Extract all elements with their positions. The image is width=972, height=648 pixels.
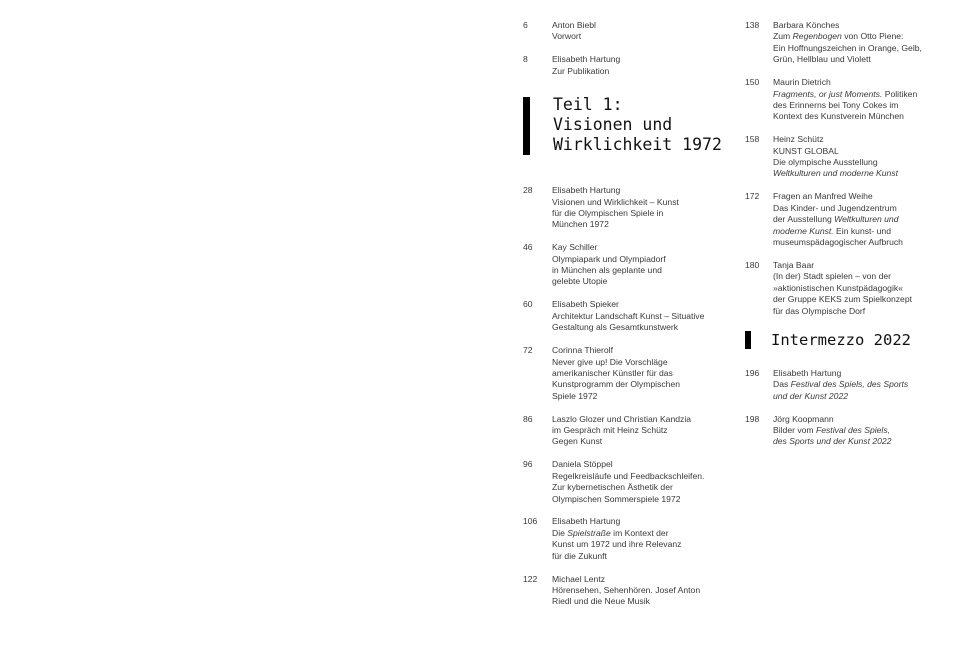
toc-entry [522,459,734,505]
toc-entry [522,345,734,402]
entry-author [552,459,734,470]
text-segment: im Gespräch mit Heinz Schütz [552,425,668,436]
entry-author [773,77,949,88]
intermezzo-title: Intermezzo 2022 [771,330,911,349]
text-segment: Politiken [882,88,918,99]
entry-title-line [552,528,734,539]
entry-title-line [552,197,734,208]
text-segment: für die Zukunft [552,550,607,561]
text-segment: Ein Hoffnungszeichen in Orange, Gelb, [773,42,922,53]
text-segment: Maurin Dietrich [773,77,831,88]
entry-title-line [773,294,949,305]
entry-title-line [552,276,734,287]
page-number: 198 [745,413,760,424]
text-segment: Olympischen Sommerspiele 1972 [552,493,681,504]
italic-title: und der Kunst 2022 [773,390,849,401]
entry-author [552,54,734,65]
entry-title-line [552,368,734,379]
intermezzo-heading [744,330,949,364]
page-number: 72 [523,345,533,356]
text-segment: Never give up! Die Vorschläge [552,356,668,367]
text-segment: (In der) Stadt spielen – von der [773,271,891,282]
text-segment: »aktionistischen Kunstpädagogik« [773,282,903,293]
entry-title-line [773,436,949,447]
toc-entry [522,20,734,43]
entry-title-line [773,54,949,65]
entry-title-line [773,271,949,282]
toc-column-left [522,20,734,619]
entry-author [773,20,949,31]
text-segment: Spiele 1972 [552,390,598,401]
text-segment: Kay Schiller [552,242,598,253]
text-segment: Die [552,527,568,538]
page-number: 158 [745,134,760,145]
text-segment: Zur kybernetischen Ästhetik der [552,482,673,493]
entry-author [552,299,734,310]
italic-title: Regenbogen [792,31,842,42]
toc-entry [744,368,949,402]
section-marker-bar [745,331,751,349]
text-segment: Elisabeth Hartung [773,367,842,378]
entry-author [552,20,734,31]
entry-title-line [552,31,734,42]
entry-author [552,414,734,425]
text-segment: Anton Biebl [552,20,596,30]
entry-title-line [773,391,949,402]
part1-entry-list-continued [744,20,949,317]
entry-title-line [552,357,734,368]
text-segment: Barbara Könches [773,20,840,30]
text-segment: Gestaltung als Gesamtkunstwerk [552,322,679,333]
entry-title-line [552,379,734,390]
entry-title-line [773,226,949,237]
entry-title-line [552,322,734,333]
text-segment: Zum [773,31,793,42]
entry-author [773,414,949,425]
part1-heading [522,95,734,173]
text-segment: Bilder vom [773,425,816,436]
entry-title-line [773,203,949,214]
entry-author [552,345,734,356]
text-segment: Architektur Landschaft Kunst – Situative [552,310,705,321]
text-segment: Tanja Baar [773,259,815,270]
entry-title-line [552,471,734,482]
entry-author [552,516,734,527]
text-segment: von Otto Piene: [841,31,904,42]
italic-title: des Sports und der Kunst 2022 [773,436,892,447]
entry-author [773,134,949,145]
page-number: 180 [745,259,760,270]
text-segment: Elisabeth Hartung [552,54,621,65]
entry-title-line [773,146,949,157]
italic-title: Weltkulturen und [834,214,899,225]
text-segment: Michael Lentz [552,573,606,584]
part1-title-line: Visionen und [553,115,673,135]
entry-title-line [773,100,949,111]
text-segment: Regelkreisläufe und Feedbackschleifen. [552,470,705,481]
text-segment: Visionen und Wirklichkeit – Kunst [552,196,679,207]
text-segment: Elisabeth Hartung [552,516,621,527]
text-segment: Jörg Koopmann [773,413,834,424]
page-number: 172 [745,191,760,202]
toc-entry [522,516,734,562]
entry-title-line [552,66,734,77]
toc-entry [744,134,949,180]
entry-title-line [773,214,949,225]
entry-title-line [552,208,734,219]
page-number: 96 [523,459,533,470]
entry-title-line [552,311,734,322]
intermezzo-entry-list [744,368,949,448]
toc-entry [522,299,734,333]
toc-entry [744,414,949,448]
page-number: 60 [523,299,533,310]
toc-column-right [744,20,949,459]
text-segment: gelebte Utopie [552,276,608,287]
page-number: 28 [523,185,533,196]
entry-author [773,368,949,379]
text-segment: für die Olympischen Spiele in [552,207,664,218]
entry-title-line [773,157,949,168]
text-segment: Elisabeth Hartung [552,185,621,196]
text-segment: Elisabeth Spieker [552,299,619,310]
entry-title-line [552,265,734,276]
entry-title-line [552,425,734,436]
text-segment: Grün, Hellblau und Violett [773,54,871,65]
text-segment: Gegen Kunst [552,436,603,447]
text-segment: des Erinnerns bei Tony Cokes im [773,99,899,110]
entry-title-line [552,551,734,562]
text-segment: Corinna Thierolf [552,345,613,356]
toc-entry [744,191,949,248]
part1-title [553,95,722,155]
page-number: 106 [523,516,538,527]
text-segment: der Ausstellung [773,214,835,225]
text-segment: Heinz Schütz [773,134,824,145]
page-number: 122 [523,573,538,584]
text-segment: Fragen an Manfred Weihe [773,191,873,202]
text-segment: Vorwort [552,31,582,42]
page-number: 196 [745,367,760,378]
entry-title-line [552,585,734,596]
entry-author [552,242,734,253]
page-number: 6 [523,20,528,30]
text-segment: Riedl und die Neue Musik [552,596,650,607]
page-number: 150 [745,77,760,88]
entry-title-line [773,89,949,100]
entry-author [552,185,734,196]
italic-title: moderne Kunst. [773,225,834,236]
entry-author [773,260,949,271]
text-segment: Laszlo Glozer und Christian Kandzia [552,413,692,424]
toc-entry [744,77,949,123]
italic-title: Festival des Spiels, des Sports [790,379,909,390]
text-segment: museumspädagogischer Aufbruch [773,237,903,247]
text-segment: KUNST GLOBAL [773,145,839,156]
part1-title-line: Teil 1: [553,95,623,115]
italic-title: Fragments, or just Moments. [773,88,883,99]
entry-title-line [552,219,734,230]
italic-title: Spielstraße [567,527,611,538]
page-number: 86 [523,413,533,424]
part1-entry-list [522,185,734,608]
entry-title-line [773,306,949,317]
entry-title-line [552,539,734,550]
toc-entry [522,54,734,77]
text-segment: Das [773,379,791,390]
entry-title-line [773,111,949,122]
text-segment: in München als geplante und [552,265,662,276]
page-number: 8 [523,54,528,65]
entry-title-line [552,596,734,607]
italic-title: Festival des Spiels, [815,425,891,436]
text-segment: der Gruppe KEKS zum Spielkonzept [773,294,913,305]
toc-entry [522,185,734,231]
text-segment: München 1972 [552,219,609,230]
page-number: 138 [745,20,760,30]
text-segment: amerikanischer Künstler für das [552,367,673,378]
text-segment: für das Olympische Dorf [773,305,866,316]
toc-entry [522,414,734,448]
section-marker-bar [523,97,530,155]
text-segment: Das Kinder- und Jugendzentrum [773,202,897,213]
entry-author [773,191,949,202]
text-segment: Olympiapark und Olympiadorf [552,253,666,264]
entry-title-line [552,482,734,493]
entry-title-line [773,283,949,294]
toc-entry [744,260,949,317]
text-segment: Kunst um 1972 und ihre Relevanz [552,539,682,550]
entry-title-line [773,425,949,436]
entry-title-line [552,254,734,265]
entry-title-line [773,168,949,179]
entry-title-line [773,379,949,390]
italic-title: Weltkulturen und moderne Kunst [773,168,898,179]
toc-entry [744,20,949,66]
text-segment: Kunstprogramm der Olympischen [552,379,680,390]
text-segment: im Kontext der [610,527,669,538]
entry-title-line [773,237,949,248]
entry-title-line [552,391,734,402]
text-segment: Kontext des Kunstverein München [773,111,904,122]
entry-title-line [773,31,949,42]
text-segment: Die olympische Ausstellung [773,157,878,168]
text-segment: Zur Publikation [552,65,610,76]
text-segment: Daniela Stöppel [552,459,613,470]
toc-entry [522,574,734,608]
text-segment: Ein kunst- und [833,225,891,236]
front-matter-list [522,20,734,77]
toc-entry [522,242,734,288]
entry-author [552,574,734,585]
entry-title-line [552,436,734,447]
entry-title-line [552,494,734,505]
page-number: 46 [523,242,533,253]
part1-title-line: Wirklichkeit 1972 [553,135,722,155]
text-segment: Hörensehen, Sehenhören. Josef Anton [552,585,701,595]
entry-title-line [773,43,949,54]
